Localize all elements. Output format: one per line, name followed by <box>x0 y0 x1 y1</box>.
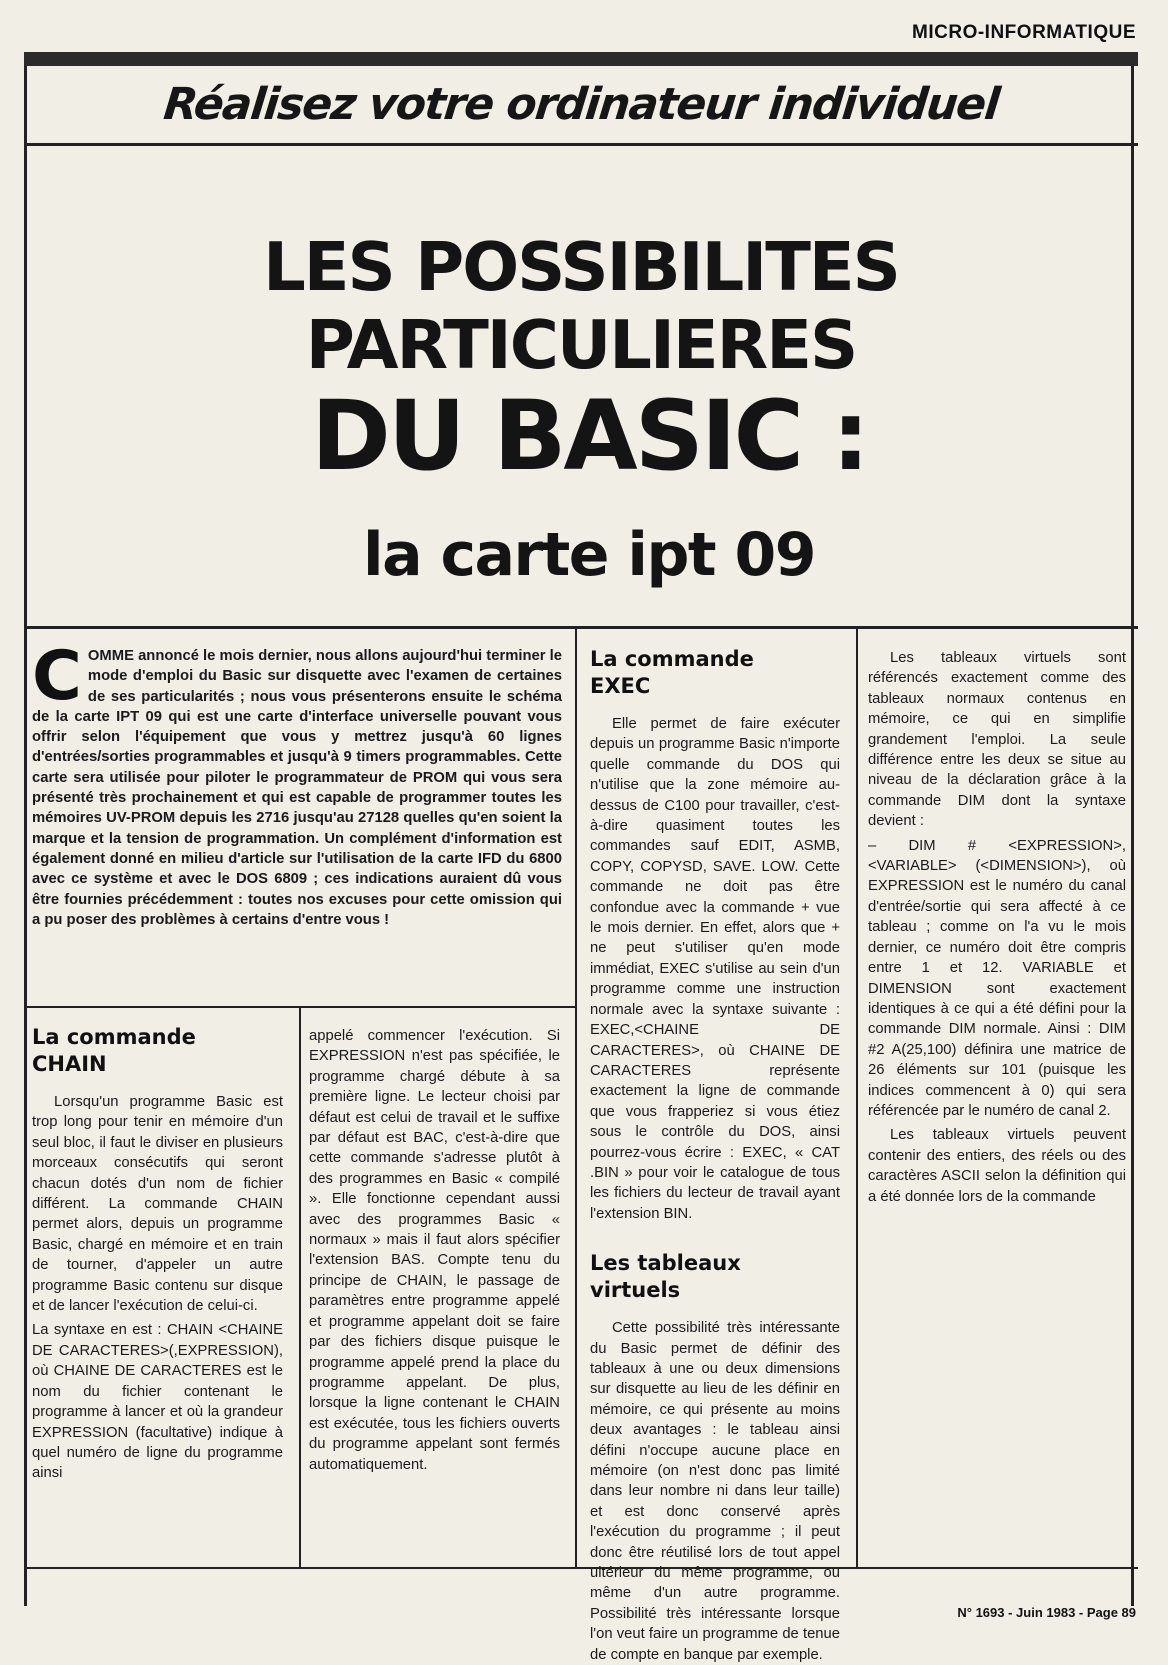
columns-bottom-rule <box>24 1567 1138 1569</box>
exec-paragraph: Elle permet de faire exécuter depuis un programme Basic n'importe quelle commande du DOS qui n'utilise que la zone mémoire au-dessus de C100 pour travailler, c'est-à-dire quasiment toutes les commandes sauf EDIT, ASMB, COPY, COPYSD, SAVE. LOW. Cette commande ne doit pas être confondue avec la commande + vue le mois dernier. En effet, alors que + ne peut s'utiliser qu'en mode immédiat, EXEC s'utilise au sein d'un programme comme une instruction normale avec la syntaxe suivante : EXEC,<CHAINE DE CARACTERES>, où CHAINE DE CARACTERES représente exactement la ligne de commande que vous frapperiez si vous étiez sous le contrôle du DOS, ainsi pourrez-vous écrire : EXEC, « CAT .BIN » pour voir le catalogue de tous les fichiers du lecteur de travail ayant l'extension BIN. <box>590 716 840 1222</box>
chain-paragraph-1: Lorsqu'un programme Basic est trop long pour tenir en mémoire d'un seul bloc, il faut le diviser en plusieurs morceaux consécutifs qui seront chacun dotés d'un nom de fichier différent. La commande CHAIN permet alors, depuis un programme Basic, chargé en mémoire et en train de tourner, d'appeler un autre programme Basic contenu sur disque et de lancer l'exécution de celui-ci. <box>32 1094 283 1315</box>
heading-chain: La commande CHAIN <box>32 1025 196 1076</box>
title-line-2: DU BASIC : <box>311 380 867 492</box>
column-chain <box>32 1024 283 1488</box>
drop-cap: C <box>32 637 82 716</box>
title-line-3: la carte ipt 09 <box>363 520 815 590</box>
column-virtual-cont <box>868 648 1126 1211</box>
page-footer: N° 1693 - Juin 1983 - Page 89 <box>957 1605 1136 1620</box>
virtual-paragraph-4: Les tableaux virtuels peuvent contenir des entiers, des réels ou des caractères ASCII selon la définition qui a été donnée lors de la commande <box>868 1127 1126 1205</box>
chain-paragraph-3: appelé commencer l'exécution. Si EXPRESSION n'est pas spécifiée, le programme chargé débute à sa première ligne. Le lecteur choisi par défaut est celui de travail et le suffixe par défaut est BAC, c'est-à-dire que cette commande s'adresse plutôt à des programmes en Basic « compilé ». Elle fonctionne cependant aussi avec des programmes Basic « normaux » mais il faut alors spécifier l'extension BAS. Compte tenu du principe de CHAIN, le passage de paramètres entre programme appelé et programme appelant doit se faire par des fichiers disque puisque le programme appelé prend la place du programme appelant. De plus, lorsque la ligne contenant le CHAIN est exécutée, tous les fichiers ouverts du programme appelant sont fermés automatiquement. <box>309 1028 560 1473</box>
title-block-bottom-rule <box>24 626 1138 629</box>
heading-exec: La commande EXEC <box>590 647 754 698</box>
virtual-paragraph-3: – DIM # <EXPRESSION>, <VARIABLE> (<DIMENSION>), où EXPRESSION est le numéro du canal d'entrée/sortie qui sera affecté à ce tableau ; comme on l'a vu le mois dernier, ce numéro doit être compris entre 1 et 12. VARIABLE et DIMENSION sont exactement identiques à ce qui a été défini pour la commande DIM normale. Ainsi : DIM #2 A(25,100) définira une matrice de 26 éléments sur 101 (puisque les indices commencent à 0) qui sera référencée par le numéro de canal 2. <box>868 837 1126 1119</box>
column-rule-1 <box>299 1006 301 1569</box>
column-rule-3 <box>856 626 858 1569</box>
column-rule-2 <box>575 1006 577 1569</box>
intro-text: OMME annoncé le mois dernier, nous allons aujourd'hui terminer le mode d'emploi du Basic sur disquette avec l'examen de certaines de ses particularités ; nous vous présenterons ensuite le schéma de la carte IPT 09 qui est une carte d'interface universelle pouvant vous offrir selon l'équipement que vous y mettrez jusqu'à 60 lignes d'entrées/sorties programmables et jusqu'à 9 timers programmables. Cette carte sera utilisée pour piloter le programmateur de PROM qui vous sera présenté très prochainement et qui est capable de programmer toutes les mémoires UV-PROM depuis les 2716 jusqu'au 27128 quelles qu'en soient la marque et la tension de programmation. Un complément d'information est également donné en milieu d'article sur l'utilisation de la carte IFD du 6800 avec ce système et avec le DOS 6809 ; ces indications auraient dû vous être fournies précédemment : toutes nos excuses pour cette omission qui a pu poser des problèmes à certains d'entre vous ! <box>32 648 562 928</box>
chain-paragraph-2: La syntaxe en est : CHAIN <CHAINE DE CARACTERES>(,EXPRESSION), où CHAINE DE CARACTERES est le nom du fichier contenant le programme à lancer et où la grandeur EXPRESSION (facultative) indique à quel numéro de ligne du programme ainsi <box>32 1322 283 1482</box>
intro-paragraph <box>32 637 562 930</box>
heading-virtual-arrays: Les tableaux virtuels <box>590 1251 741 1303</box>
column-exec <box>590 646 840 1663</box>
virtual-paragraph-2: Les tableaux virtuels sont référencés exactement comme des tableaux normaux contenus en mémoire, ce qui en simplifie grandement l'emploi. La seule différence entre les deux se situe au niveau de la déclaration grâce à la commande DIM dont la syntaxe devient : <box>868 650 1126 830</box>
series-title: Réalisez votre ordinateur individuel <box>161 79 1001 130</box>
column-chain-cont <box>309 1026 560 1479</box>
section-rubric: MICRO-INFORMATIQUE <box>912 22 1136 43</box>
intro-right-rule <box>575 626 577 1008</box>
series-banner <box>24 66 1138 146</box>
top-rule <box>24 52 1138 66</box>
virtual-paragraph-1: Cette possibilité très intéressante du Basic permet de définir des tableaux à une ou deux dimensions sur disquette au lieu de les définir en mémoire, ce qui présente au moins deux avantages : le tableau ainsi défini n'occupe aucune place en mémoire (on n'est donc pas limité dans leur nombre ni dans leur taille) et est donc conservé après l'exécution du programme ; il peut donc être réutilisé lors de tout appel ultérieur du même programme, ou même d'un autre programme. Possibilité très intéressante lorsque l'on veut faire un programme de tenue de compte en banque par exemple. <box>590 1320 840 1663</box>
title-line-1: LES POSSIBILITES PARTICULIERES <box>263 228 899 384</box>
